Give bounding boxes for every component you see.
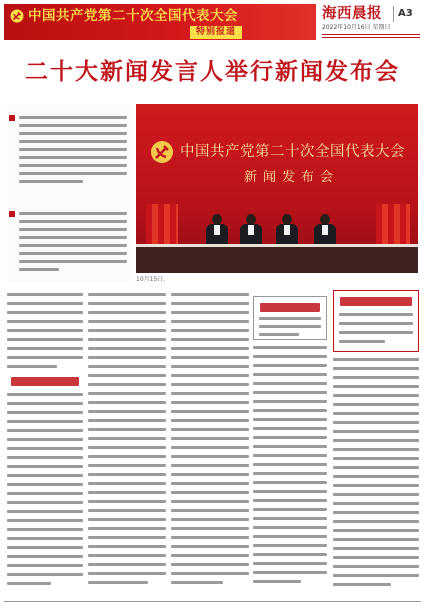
placeholder-text-line	[253, 382, 327, 385]
placeholder-text-line	[7, 356, 83, 359]
placeholder-text-line	[88, 329, 166, 332]
placeholder-text-line	[19, 172, 127, 175]
placeholder-text-line	[339, 340, 385, 343]
placeholder-text-line	[339, 331, 413, 334]
placeholder-text-line	[88, 518, 166, 521]
placeholder-text-line	[7, 347, 83, 350]
photo-caption	[136, 275, 418, 285]
placeholder-text-line	[88, 338, 166, 341]
placeholder-text-line	[88, 428, 166, 431]
caption-date: 10月15日，	[136, 276, 170, 283]
placeholder-text-line	[88, 482, 166, 485]
placeholder-text-line	[253, 490, 327, 493]
placeholder-text-line	[7, 501, 83, 504]
placeholder-text-line	[333, 412, 419, 415]
placeholder-text-line	[253, 553, 327, 556]
placeholder-text-line	[333, 421, 419, 424]
placeholder-text-line	[7, 555, 83, 558]
placeholder-text-line	[88, 446, 166, 449]
placeholder-text-line	[253, 373, 327, 376]
placeholder-text-line	[171, 500, 249, 503]
placeholder-text-line	[88, 554, 166, 557]
placeholder-text-line	[19, 132, 127, 135]
page-footer	[4, 601, 421, 609]
placeholder-text-line	[253, 463, 327, 466]
placeholder-text-line	[88, 311, 166, 314]
placeholder-text-line	[19, 220, 127, 223]
article-column-2	[88, 293, 166, 591]
placeholder-text-line	[171, 311, 249, 314]
placeholder-text-line	[19, 260, 127, 263]
placeholder-text-line	[253, 517, 327, 520]
placeholder-text-line	[333, 574, 419, 577]
placeholder-text-line	[253, 499, 327, 502]
placeholder-text-line	[19, 268, 59, 271]
placeholder-text-line	[7, 293, 83, 296]
placeholder-text-line	[7, 528, 83, 531]
placeholder-text-line	[171, 338, 249, 341]
placeholder-text-line	[19, 164, 127, 167]
placeholder-text-line	[333, 583, 391, 586]
summary-bullet	[9, 115, 15, 121]
placeholder-text-line	[253, 436, 327, 439]
placeholder-text-line	[7, 420, 83, 423]
placeholder-text-line	[333, 430, 419, 433]
placeholder-text-line	[88, 491, 166, 494]
placeholder-text-line	[7, 329, 83, 332]
placeholder-text-line	[333, 466, 419, 469]
placeholder-text-line	[333, 529, 419, 532]
placeholder-text-line	[88, 293, 166, 296]
placeholder-text-line	[171, 563, 249, 566]
placeholder-text-line	[88, 320, 166, 323]
placeholder-text-line	[253, 481, 327, 484]
placeholder-text-line	[88, 473, 166, 476]
placeholder-text-line	[253, 571, 327, 574]
placeholder-text-line	[88, 383, 166, 386]
placeholder-text-line	[333, 565, 419, 568]
backdrop-title: 中国共产党第二十次全国代表大会	[180, 144, 405, 160]
placeholder-text-line	[333, 547, 419, 550]
placeholder-text-line	[88, 581, 148, 584]
placeholder-text-line	[171, 446, 249, 449]
placeholder-text-line	[253, 409, 327, 412]
podium-table	[136, 244, 418, 273]
placeholder-text-line	[171, 302, 249, 305]
placeholder-text-line	[333, 520, 419, 523]
placeholder-text-line	[171, 437, 249, 440]
masthead	[0, 0, 425, 44]
placeholder-text-line	[171, 491, 249, 494]
article-column-3	[171, 293, 249, 591]
placeholder-text-line	[7, 546, 83, 549]
box-heading	[260, 303, 320, 312]
placeholder-text-line	[253, 454, 327, 457]
placeholder-text-line	[19, 180, 83, 183]
placeholder-text-line	[7, 447, 83, 450]
placeholder-text-line	[7, 411, 83, 414]
placeholder-text-line	[333, 376, 419, 379]
placeholder-text-line	[19, 228, 127, 231]
placeholder-text-line	[19, 124, 127, 127]
placeholder-text-line	[7, 492, 83, 495]
summary-bullet	[9, 211, 15, 217]
placeholder-text-line	[253, 562, 327, 565]
placeholder-text-line	[88, 392, 166, 395]
placeholder-text-line	[88, 572, 166, 575]
box-heading	[340, 297, 412, 306]
placeholder-text-line	[171, 509, 249, 512]
placeholder-text-line	[7, 537, 83, 540]
placeholder-text-line	[19, 244, 127, 247]
placeholder-text-line	[171, 374, 249, 377]
masthead-divider	[322, 34, 420, 38]
placeholder-text-line	[171, 356, 249, 359]
placeholder-text-line	[7, 402, 83, 405]
press-conference-photo	[136, 104, 418, 273]
placeholder-text-line	[171, 572, 249, 575]
placeholder-text-line	[171, 365, 249, 368]
placeholder-text-line	[88, 419, 166, 422]
placeholder-text-line	[253, 472, 327, 475]
party-emblem-icon	[10, 9, 24, 23]
placeholder-text-line	[171, 419, 249, 422]
placeholder-text-line	[253, 400, 327, 403]
intro-summary-box	[7, 104, 131, 282]
placeholder-text-line	[339, 313, 413, 316]
placeholder-text-line	[171, 545, 249, 548]
placeholder-text-line	[333, 511, 419, 514]
placeholder-text-line	[253, 535, 327, 538]
placeholder-text-line	[7, 365, 57, 368]
placeholder-text-line	[88, 464, 166, 467]
placeholder-text-line	[19, 252, 127, 255]
placeholder-text-line	[171, 518, 249, 521]
placeholder-text-line	[333, 448, 419, 451]
placeholder-text-line	[88, 455, 166, 458]
placeholder-text-line	[88, 365, 166, 368]
placeholder-text-line	[88, 401, 166, 404]
placeholder-text-line	[253, 427, 327, 430]
placeholder-text-line	[7, 429, 83, 432]
placeholder-text-line	[171, 554, 249, 557]
placeholder-text-line	[253, 355, 327, 358]
placeholder-text-line	[171, 581, 223, 584]
placeholder-text-line	[7, 320, 83, 323]
placeholder-text-line	[88, 410, 166, 413]
placeholder-text-line	[253, 418, 327, 421]
placeholder-text-line	[171, 482, 249, 485]
placeholder-text-line	[253, 544, 327, 547]
placeholder-text-line	[171, 383, 249, 386]
placeholder-text-line	[171, 329, 249, 332]
placeholder-text-line	[259, 325, 321, 328]
placeholder-text-line	[171, 293, 249, 296]
placeholder-text-line	[333, 394, 419, 397]
placeholder-text-line	[253, 445, 327, 448]
placeholder-text-line	[333, 367, 419, 370]
placeholder-text-line	[19, 140, 127, 143]
placeholder-text-line	[7, 474, 83, 477]
placeholder-text-line	[19, 212, 127, 215]
placeholder-text-line	[7, 338, 83, 341]
placeholder-text-line	[253, 526, 327, 529]
placeholder-text-line	[7, 564, 83, 567]
placeholder-text-line	[333, 493, 419, 496]
placeholder-text-line	[259, 333, 299, 336]
placeholder-text-line	[333, 556, 419, 559]
placeholder-text-line	[7, 573, 83, 576]
placeholder-text-line	[333, 538, 419, 541]
page-number: A3	[393, 6, 419, 22]
placeholder-text-line	[88, 563, 166, 566]
party-emblem-icon	[150, 140, 174, 164]
placeholder-text-line	[7, 302, 83, 305]
related-news-box	[333, 290, 419, 352]
placeholder-text-line	[171, 392, 249, 395]
placeholder-text-line	[259, 317, 321, 320]
placeholder-text-line	[88, 437, 166, 440]
placeholder-text-line	[88, 545, 166, 548]
placeholder-text-line	[7, 393, 83, 396]
placeholder-text-line	[333, 457, 419, 460]
newspaper-name: 海西晨报	[322, 5, 382, 22]
backdrop-subtitle: 新闻发布会	[244, 170, 340, 185]
placeholder-text-line	[171, 455, 249, 458]
placeholder-text-line	[88, 302, 166, 305]
section-subheading	[11, 377, 79, 386]
placeholder-text-line	[171, 527, 249, 530]
placeholder-text-line	[171, 428, 249, 431]
placeholder-text-line	[253, 364, 327, 367]
placeholder-text-line	[333, 502, 419, 505]
page-headline: 二十大新闻发言人举行新闻发布会	[25, 59, 400, 85]
placeholder-text-line	[253, 580, 301, 583]
placeholder-text-line	[253, 391, 327, 394]
placeholder-text-line	[19, 148, 127, 151]
placeholder-text-line	[253, 346, 327, 349]
placeholder-text-line	[7, 483, 83, 486]
placeholder-text-line	[88, 500, 166, 503]
placeholder-text-line	[171, 320, 249, 323]
placeholder-text-line	[171, 410, 249, 413]
placeholder-text-line	[88, 347, 166, 350]
placeholder-text-line	[19, 236, 127, 239]
placeholder-text-line	[7, 519, 83, 522]
placeholder-text-line	[171, 347, 249, 350]
placeholder-text-line	[19, 156, 127, 159]
placeholder-text-line	[171, 464, 249, 467]
placeholder-text-line	[88, 374, 166, 377]
placeholder-text-line	[333, 385, 419, 388]
banner-subtitle: 特别报道	[190, 26, 242, 39]
placeholder-text-line	[19, 116, 127, 119]
placeholder-text-line	[7, 438, 83, 441]
placeholder-text-line	[88, 356, 166, 359]
placeholder-text-line	[339, 322, 413, 325]
placeholder-text-line	[171, 473, 249, 476]
placeholder-text-line	[333, 403, 419, 406]
banner-title: 中国共产党第二十次全国代表大会	[28, 8, 238, 24]
placeholder-text-line	[7, 465, 83, 468]
placeholder-text-line	[171, 401, 249, 404]
placeholder-text-line	[88, 509, 166, 512]
placeholder-text-line	[333, 439, 419, 442]
article-column-4	[253, 346, 327, 591]
placeholder-text-line	[253, 508, 327, 511]
sidebar-box	[253, 296, 327, 340]
placeholder-text-line	[333, 484, 419, 487]
issue-date: 2022年10月16日 星期日	[322, 24, 391, 31]
placeholder-text-line	[333, 358, 419, 361]
placeholder-text-line	[7, 510, 83, 513]
special-report-banner	[4, 4, 316, 40]
placeholder-text-line	[333, 475, 419, 478]
article-column-5	[333, 358, 419, 591]
placeholder-text-line	[171, 536, 249, 539]
placeholder-text-line	[88, 536, 166, 539]
article-column-1	[7, 293, 83, 591]
placeholder-text-line	[7, 311, 83, 314]
placeholder-text-line	[7, 456, 83, 459]
placeholder-text-line	[88, 527, 166, 530]
placeholder-text-line	[7, 582, 51, 585]
